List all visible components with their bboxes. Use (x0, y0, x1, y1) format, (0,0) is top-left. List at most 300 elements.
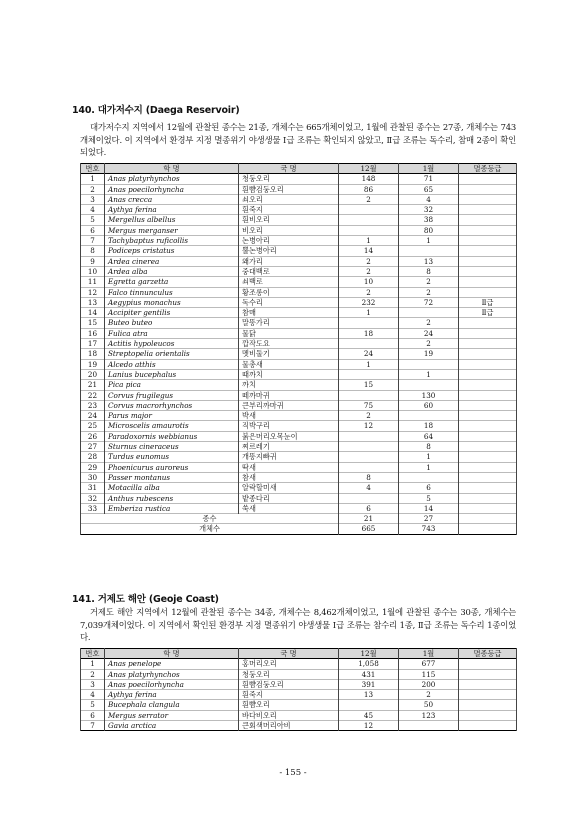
korean-name: 논병아리 (239, 236, 339, 246)
endangered-grade (459, 710, 517, 720)
table-row (81, 700, 517, 710)
table-row (81, 256, 517, 266)
table-row (81, 174, 517, 184)
december-count (339, 390, 399, 400)
col-december-header: 12월 (339, 649, 399, 659)
table-row (81, 359, 517, 369)
january-count: 50 (399, 700, 459, 710)
row-number: 8 (81, 246, 105, 256)
endangered-grade (459, 472, 517, 482)
december-count: 12 (339, 421, 399, 431)
korean-name: 물총새 (239, 359, 339, 369)
december-count: 15 (339, 380, 399, 390)
section-140-heading: 140. 대가저수지 (Daega Reservoir) (72, 105, 240, 116)
scientific-name: Anthus rubescens (105, 493, 239, 503)
scientific-name: Aythya ferina (105, 690, 239, 700)
january-count: 2 (399, 690, 459, 700)
endangered-grade (459, 328, 517, 338)
table-row (81, 194, 517, 204)
korean-name: 왜가리 (239, 256, 339, 266)
korean-name: 흰비오리 (239, 215, 339, 225)
endangered-grade: Ⅱ급 (459, 297, 517, 307)
december-count: 2 (339, 266, 399, 276)
scientific-name: Mergus merganser (105, 225, 239, 235)
korean-name: 붉은머리오목눈이 (239, 431, 339, 441)
endangered-grade (459, 452, 517, 462)
korean-name: 바다비오리 (239, 710, 339, 720)
row-number: 16 (81, 328, 105, 338)
december-count (339, 215, 399, 225)
korean-name: 홍머리오리 (239, 659, 339, 669)
december-count: 8 (339, 472, 399, 482)
endangered-grade (459, 411, 517, 421)
scientific-name: Turdus eunomus (105, 452, 239, 462)
row-number: 2 (81, 669, 105, 679)
korean-name: 알락할미새 (239, 483, 339, 493)
korean-name: 박새 (239, 411, 339, 421)
scientific-name: Corvus frugilegus (105, 390, 239, 400)
row-number: 3 (81, 679, 105, 689)
december-count: 391 (339, 679, 399, 689)
korean-name: 흰죽지 (239, 205, 339, 215)
korean-name: 중대백로 (239, 266, 339, 276)
january-count: 2 (399, 318, 459, 328)
row-number: 27 (81, 442, 105, 452)
table-row (81, 308, 517, 318)
january-count: 123 (399, 710, 459, 720)
december-count: 14 (339, 246, 399, 256)
january-count: 72 (399, 297, 459, 307)
table-row (81, 669, 517, 679)
endangered-grade (459, 349, 517, 359)
january-count (399, 411, 459, 421)
december-count (339, 339, 399, 349)
scientific-name: Falco tinnunculus (105, 287, 239, 297)
table-row (81, 277, 517, 287)
december-count: 45 (339, 710, 399, 720)
scientific-name: Phoenicurus auroreus (105, 462, 239, 472)
col-december-header: 12월 (339, 164, 399, 174)
row-number: 28 (81, 452, 105, 462)
table-row (81, 483, 517, 493)
korean-name: 멧비둘기 (239, 349, 339, 359)
korean-name: 찌르레기 (239, 442, 339, 452)
december-count: 10 (339, 277, 399, 287)
december-count (339, 369, 399, 379)
scientific-name: Streptopelia orientalis (105, 349, 239, 359)
endangered-grade (459, 659, 517, 669)
january-count (399, 308, 459, 318)
january-count: 5 (399, 493, 459, 503)
scientific-name: Anas platyrhynchos (105, 174, 239, 184)
scientific-name: Aythya ferina (105, 205, 239, 215)
endangered-grade (459, 184, 517, 194)
korean-name: 청둥오리 (239, 669, 339, 679)
row-number: 30 (81, 472, 105, 482)
january-count: 4 (399, 194, 459, 204)
endangered-grade (459, 721, 517, 731)
december-count: 75 (339, 400, 399, 410)
korean-name: 비오리 (239, 225, 339, 235)
korean-name: 밭종다리 (239, 493, 339, 503)
row-number: 12 (81, 287, 105, 297)
scientific-name: Mergus serrator (105, 710, 239, 720)
table-header-row (81, 164, 517, 174)
endangered-grade (459, 462, 517, 472)
scientific-name: Emberiza rustica (105, 503, 239, 513)
january-count: 65 (399, 184, 459, 194)
december-count: 232 (339, 297, 399, 307)
january-count: 80 (399, 225, 459, 235)
row-number: 7 (81, 721, 105, 731)
january-count: 1 (399, 462, 459, 472)
row-number: 7 (81, 236, 105, 246)
col-january-header: 1월 (399, 164, 459, 174)
table-row (81, 431, 517, 441)
scientific-name: Anas crecca (105, 194, 239, 204)
table-row (81, 472, 517, 482)
summary-label: 종수 (81, 514, 339, 524)
korean-name: 흰뺨오리 (239, 700, 339, 710)
december-total: 665 (339, 524, 399, 534)
row-number: 5 (81, 215, 105, 225)
scientific-name: Anas poecilorhyncha (105, 184, 239, 194)
endangered-grade (459, 700, 517, 710)
row-number: 6 (81, 710, 105, 720)
row-number: 23 (81, 400, 105, 410)
table-row (81, 266, 517, 276)
january-count: 24 (399, 328, 459, 338)
january-count: 8 (399, 442, 459, 452)
row-number: 33 (81, 503, 105, 513)
endangered-grade (459, 493, 517, 503)
korean-name: 독수리 (239, 297, 339, 307)
scientific-name: Aegypius monachus (105, 297, 239, 307)
endangered-grade (459, 690, 517, 700)
table-row (81, 503, 517, 513)
january-count (399, 721, 459, 731)
scientific-name: Gavia arctica (105, 721, 239, 731)
december-count: 13 (339, 690, 399, 700)
grade-total (459, 524, 517, 534)
endangered-grade: Ⅱ급 (459, 308, 517, 318)
january-count: 200 (399, 679, 459, 689)
scientific-name: Sturnus cineraceus (105, 442, 239, 452)
section-141-heading: 141. 거제도 해안 (Geoje Coast) (72, 594, 219, 605)
january-count: 2 (399, 277, 459, 287)
january-count: 32 (399, 205, 459, 215)
table-row (81, 493, 517, 503)
december-count: 12 (339, 721, 399, 731)
december-count (339, 493, 399, 503)
scientific-name: Paradoxornis webbianus (105, 431, 239, 441)
korean-name: 개똥지빠귀 (239, 452, 339, 462)
scientific-name: Ardea alba (105, 266, 239, 276)
korean-name: 쇠오리 (239, 194, 339, 204)
scientific-name: Alcedo atthis (105, 359, 239, 369)
table-row (81, 184, 517, 194)
january-count: 60 (399, 400, 459, 410)
table-row (81, 679, 517, 689)
korean-name: 때까치 (239, 369, 339, 379)
korean-name: 딱새 (239, 462, 339, 472)
scientific-name: Fulica atra (105, 328, 239, 338)
scientific-name: Tachybaptus ruficollis (105, 236, 239, 246)
col-grade-header: 멸종등급 (459, 649, 517, 659)
january-count: 64 (399, 431, 459, 441)
section-141-paragraph: 거제도 해안 지역에서 12월에 관찰된 종수는 34종, 개체수는 8,462개체이었고, 1월에 관찰된 종수는 30종, 개체수는 7,039개체이었다. 이 지역에서 확인된 환경부 지정 멸종위기 야생생물 Ⅰ급 조류는 참수리 1종, Ⅱ급 조류는 독수리 1종이었다. (80, 607, 516, 643)
endangered-grade (459, 236, 517, 246)
korean-name: 큰회색머리아비 (239, 721, 339, 731)
korean-name: 참새 (239, 472, 339, 482)
korean-name: 청둥오리 (239, 174, 339, 184)
geoje-species-table (80, 648, 517, 731)
col-january-header: 1월 (399, 649, 459, 659)
table-row (81, 710, 517, 720)
december-count: 24 (339, 349, 399, 359)
scientific-name: Anas platyrhynchos (105, 669, 239, 679)
endangered-grade (459, 431, 517, 441)
scientific-name: Lanius bucephalus (105, 369, 239, 379)
january-count (399, 472, 459, 482)
scientific-name: Passer montanus (105, 472, 239, 482)
december-count: 1 (339, 359, 399, 369)
summary-label: 개체수 (81, 524, 339, 534)
row-number: 19 (81, 359, 105, 369)
korean-name: 뿔논병아리 (239, 246, 339, 256)
december-count (339, 205, 399, 215)
endangered-grade (459, 390, 517, 400)
table-row (81, 225, 517, 235)
col-number-header: 번호 (81, 164, 105, 174)
grade-total (459, 514, 517, 524)
table-row (81, 205, 517, 215)
december-count: 86 (339, 184, 399, 194)
endangered-grade (459, 277, 517, 287)
table-row (81, 690, 517, 700)
january-count: 2 (399, 287, 459, 297)
scientific-name: Anas poecilorhyncha (105, 679, 239, 689)
row-number: 14 (81, 308, 105, 318)
scientific-name: Actitis hypoleucos (105, 339, 239, 349)
december-count (339, 318, 399, 328)
row-number: 22 (81, 390, 105, 400)
scientific-name: Ardea cinerea (105, 256, 239, 266)
january-total: 27 (399, 514, 459, 524)
december-count: 148 (339, 174, 399, 184)
endangered-grade (459, 266, 517, 276)
row-number: 20 (81, 369, 105, 379)
row-number: 11 (81, 277, 105, 287)
row-number: 31 (81, 483, 105, 493)
table-row (81, 400, 517, 410)
korean-name: 쇠백로 (239, 277, 339, 287)
row-number: 10 (81, 266, 105, 276)
december-count: 2 (339, 287, 399, 297)
row-number: 26 (81, 431, 105, 441)
row-number: 1 (81, 659, 105, 669)
january-count: 130 (399, 390, 459, 400)
row-number: 18 (81, 349, 105, 359)
table-row (81, 721, 517, 731)
december-count: 2 (339, 194, 399, 204)
row-number: 24 (81, 411, 105, 421)
january-count: 6 (399, 483, 459, 493)
december-count (339, 462, 399, 472)
january-count: 1 (399, 236, 459, 246)
scientific-name: Anas penelope (105, 659, 239, 669)
table-row (81, 339, 517, 349)
table-row (81, 349, 517, 359)
scientific-name: Corvus macrorhynchos (105, 400, 239, 410)
korean-name: 직박구리 (239, 421, 339, 431)
january-count (399, 246, 459, 256)
endangered-grade (459, 442, 517, 452)
row-number: 29 (81, 462, 105, 472)
table-row (81, 297, 517, 307)
endangered-grade (459, 318, 517, 328)
december-count: 2 (339, 256, 399, 266)
table-row (81, 236, 517, 246)
december-count: 2 (339, 411, 399, 421)
table-row (81, 452, 517, 462)
scientific-name: Buteo buteo (105, 318, 239, 328)
col-scientific-name-header: 학 명 (105, 164, 239, 174)
section-140-paragraph: 대가저수지 지역에서 12월에 관찰된 종수는 21종, 개체수는 665개체이었고, 1월에 관찰된 종수는 27종, 개체수는 743개체이었다. 이 지역에서 환경부 지정 멸종위기 야생생물 Ⅰ급 조류는 확인되지 않았고, Ⅱ급 조류는 독수리, 참매 2종이 확인되었다. (80, 122, 516, 158)
january-count: 38 (399, 215, 459, 225)
row-number: 17 (81, 339, 105, 349)
december-count (339, 225, 399, 235)
daega-species-table (80, 163, 517, 535)
col-korean-name-header: 국 명 (239, 164, 339, 174)
january-count (399, 380, 459, 390)
december-count (339, 452, 399, 462)
december-count: 1,058 (339, 659, 399, 669)
korean-name: 떼까마귀 (239, 390, 339, 400)
korean-name: 흰뺨검둥오리 (239, 679, 339, 689)
korean-name: 말똥가리 (239, 318, 339, 328)
table-row (81, 390, 517, 400)
summary-row (81, 524, 517, 534)
table-row (81, 246, 517, 256)
korean-name: 흰죽지 (239, 690, 339, 700)
scientific-name: Parus major (105, 411, 239, 421)
korean-name: 흰뺨검둥오리 (239, 184, 339, 194)
december-count (339, 442, 399, 452)
scientific-name: Pica pica (105, 380, 239, 390)
december-total: 21 (339, 514, 399, 524)
endangered-grade (459, 380, 517, 390)
endangered-grade (459, 215, 517, 225)
january-count: 19 (399, 349, 459, 359)
table-row (81, 287, 517, 297)
table-header-row (81, 649, 517, 659)
scientific-name: Mergellus albellus (105, 215, 239, 225)
table-row (81, 215, 517, 225)
table-row (81, 421, 517, 431)
january-count (399, 359, 459, 369)
row-number: 3 (81, 194, 105, 204)
december-count (339, 431, 399, 441)
endangered-grade (459, 174, 517, 184)
endangered-grade (459, 369, 517, 379)
row-number: 15 (81, 318, 105, 328)
table-row (81, 380, 517, 390)
january-count: 8 (399, 266, 459, 276)
endangered-grade (459, 287, 517, 297)
december-count: 1 (339, 308, 399, 318)
january-count: 1 (399, 369, 459, 379)
page-number: - 155 - (279, 768, 307, 778)
january-count: 13 (399, 256, 459, 266)
endangered-grade (459, 205, 517, 215)
december-count: 1 (339, 236, 399, 246)
row-number: 13 (81, 297, 105, 307)
endangered-grade (459, 669, 517, 679)
table-row (81, 442, 517, 452)
row-number: 32 (81, 493, 105, 503)
col-scientific-name-header: 학 명 (105, 649, 239, 659)
january-count: 18 (399, 421, 459, 431)
table-row (81, 659, 517, 669)
col-grade-header: 멸종등급 (459, 164, 517, 174)
december-count: 4 (339, 483, 399, 493)
january-count: 1 (399, 452, 459, 462)
endangered-grade (459, 256, 517, 266)
row-number: 5 (81, 700, 105, 710)
january-count: 71 (399, 174, 459, 184)
endangered-grade (459, 225, 517, 235)
summary-row (81, 514, 517, 524)
scientific-name: Podiceps cristatus (105, 246, 239, 256)
korean-name: 물닭 (239, 328, 339, 338)
korean-name: 까치 (239, 380, 339, 390)
row-number: 21 (81, 380, 105, 390)
table-row (81, 411, 517, 421)
january-count: 115 (399, 669, 459, 679)
december-count: 431 (339, 669, 399, 679)
col-korean-name-header: 국 명 (239, 649, 339, 659)
row-number: 1 (81, 174, 105, 184)
december-count: 18 (339, 328, 399, 338)
korean-name: 큰부리까마귀 (239, 400, 339, 410)
january-count: 14 (399, 503, 459, 513)
korean-name: 황조롱이 (239, 287, 339, 297)
scientific-name: Motacilla alba (105, 483, 239, 493)
endangered-grade (459, 359, 517, 369)
endangered-grade (459, 400, 517, 410)
row-number: 25 (81, 421, 105, 431)
endangered-grade (459, 194, 517, 204)
table-row (81, 462, 517, 472)
row-number: 9 (81, 256, 105, 266)
table-row (81, 328, 517, 338)
scientific-name: Microscelis amaurotis (105, 421, 239, 431)
scientific-name: Bucephala clangula (105, 700, 239, 710)
scientific-name: Accipiter gentilis (105, 308, 239, 318)
endangered-grade (459, 483, 517, 493)
table-row (81, 318, 517, 328)
korean-name: 깝작도요 (239, 339, 339, 349)
row-number: 6 (81, 225, 105, 235)
endangered-grade (459, 246, 517, 256)
january-count: 2 (399, 339, 459, 349)
january-count: 677 (399, 659, 459, 669)
korean-name: 참매 (239, 308, 339, 318)
row-number: 4 (81, 690, 105, 700)
endangered-grade (459, 421, 517, 431)
row-number: 4 (81, 205, 105, 215)
